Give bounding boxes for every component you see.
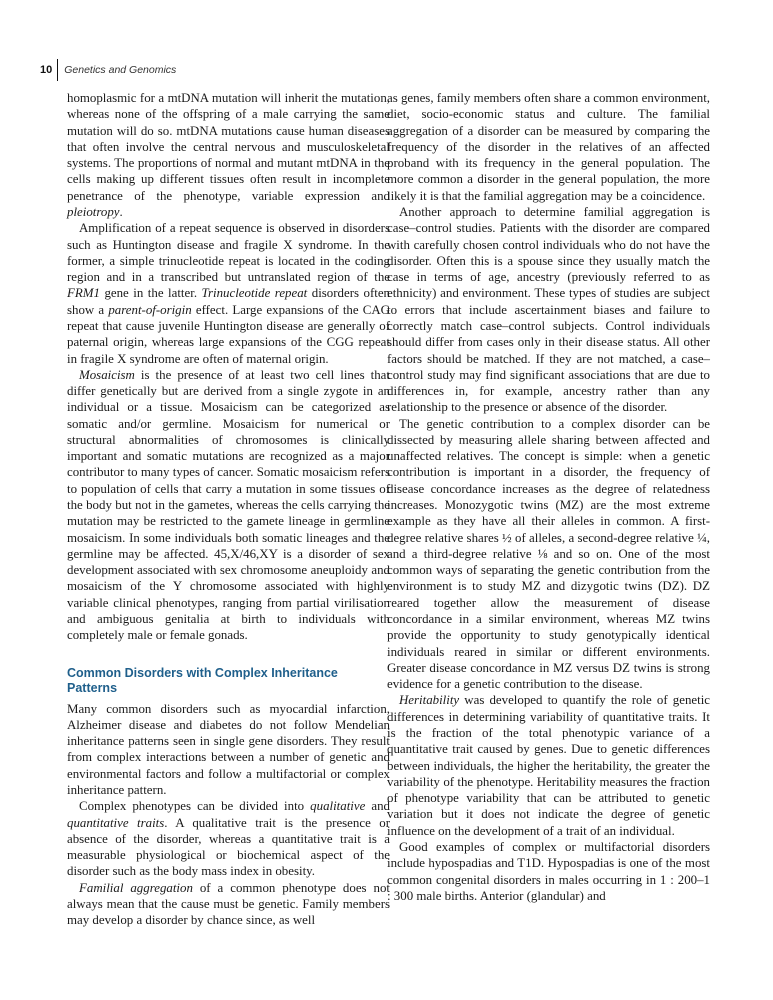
term-quantitative-traits: quantitative traits (67, 815, 165, 830)
text-run: effect. Large expansions of the CAG repeat that cause juvenile Huntington disease are generally of paternal origin, whereas large expansions of the CGG repeat in fragile X syndrome are often of maternal origin. (67, 302, 390, 366)
text-run: was developed to quantify the role of genetic differences in determining variability of quantitative traits. It is the fraction of the total phenotypic variance of a quantitative trait caused by genes. Due to genetic differences between individuals, the higher the heritability, the greater the variability of the phenotype. Heritability measures the fraction of phenotype variability that can be attributed to genetic variation but it does not indicate the degree of genetic influence on the development of a trait of an individual. (387, 693, 710, 838)
running-head (40, 58, 176, 82)
gene-name: FRM1 (67, 286, 100, 301)
text-run: is the presence of at least two cell lines that differ genetically but are derived from a single zygote in an individual or a tissue. Mosaicism can be categorized as somatic and/or germline. Mosaicism for numerical or structural abnormalities of chromosomes is clinically important and somatic mutations are recognized as a major contributor to many types of cancer. Somatic mosaicism refers to population of cells that carry a mutation in some tissues of the body but not in the gametes, whereas the cells carrying the mutation may be restricted to the gamete lineage in germline mosaicism. In some individuals both somatic lineages and the germline may be affected. 45,X/46,XY is a disorder of sex development associated with sex chromosome aneuploidy and mosaicism of the Y chromosome associated with highly variable clinical phenotypes, ranging from partial virilisation and ambiguous genitalia at birth to individuals with completely male or female gonads. (67, 367, 390, 643)
text-run: Complex phenotypes can be divided into (79, 799, 311, 814)
term-qualitative: qualitative (310, 799, 366, 814)
text-run: . (119, 204, 123, 219)
text-run: disorders often show a (67, 286, 390, 317)
text-run: . A qualitative trait is the presence or absence of the disorder, whereas a quantitative trait is a measurable physiological or biochemical aspect of the disorder such as the body mass index in obesity. (67, 815, 390, 879)
left-column (67, 90, 390, 929)
paragraph: Many common disorders such as myocardial infarction, Alzheimer disease and diabetes do not follow Mendelian inheritance patterns seen in single gene disorders. They result from complex interactions between a number of genetic and environmental factors and follow a multifactorial or complex inheritance pattern. (67, 701, 390, 797)
paragraph: The genetic contribution to a complex disorder can be dissected by measuring allele sharing between affected and unaffected relatives. The concept is simple: when a genetic contribution is important in a disorder, the frequency of disease concordance increases as the degree of relatedness increases. Monozygotic twins (MZ) are the most extreme example as they have all their alleles in common. A first-degree relative shares ½ of alleles, a second-degree relative ¼, and a third-degree relative ⅛ and so on. One of the most common ways of separating the genetic contribution from the environment is to study MZ and dizygotic twins (DZ). DZ reared together allow the measurement of disease concordance in a similar environment, whereas MZ twins provide the opportunity to study genotypically identical individuals reared in similar or different environments. Greater disease concordance in MZ versus DZ twins is strong evidence for a genetic contribution to the disease. (387, 416, 710, 692)
term-parent-of-origin: parent-of-origin (108, 302, 192, 317)
paragraph (67, 220, 390, 367)
paragraph: as genes, family members often share a common environment, diet, socio-economic status and culture. The familial aggregation of a disorder can be measured by comparing the frequency of the disorder in the relatives of an affected proband with its frequency in the general population. The more common a disorder in the general population, the more likely it is that the familial aggregation may be a coincidence. (387, 91, 710, 203)
paragraph: Good examples of complex or multifactorial disorders include hypospadias and T1D. Hypospadias is one of the most common congenital disorders in males occurring in 1 : 200–1 : 300 male births. Anterior (glandular) and (387, 839, 710, 903)
term-trinucleotide-repeat: Trinucleotide repeat (201, 286, 308, 301)
text-run: Amplification of a repeat sequence is observed in disorders such as Huntington disease and fragile X syndrome. In the former, a simple trinucleotide repeat is located in the coding region and in a transcribed but untranslated region of the (67, 221, 390, 285)
page-number: 10 (40, 64, 53, 76)
running-title: Genetics and Genomics (64, 64, 177, 76)
term-pleiotropy: pleiotropy (67, 204, 120, 219)
term-mosaicism: Mosaicism (79, 367, 135, 382)
text-run: and (365, 799, 390, 814)
term-heritability: Heritability (399, 693, 460, 708)
paragraph (67, 798, 390, 879)
paragraph (67, 367, 390, 644)
text-run: gene in the latter. (99, 286, 202, 301)
right-column (387, 90, 710, 904)
text-run: homoplasmic for a mtDNA mutation will inherit the mutation, whereas none of the offspring of a male carrying the same mutation will do so. mtDNA mutations cause human diseases that often involve the central nervous and musculoskeletal systems. The proportions of normal and mutant mtDNA in the cells making up different tissues often result in incomplete penetrance of the phenotype, variable expression and (67, 91, 390, 203)
paragraph (387, 692, 710, 839)
header-divider (57, 59, 58, 81)
paragraph (67, 90, 390, 220)
paragraph: Another approach to determine familial aggregation is case–control studies. Patients with the disorder are compared with carefully chosen control individuals who do not have the disorder. Often this is a spouse since they usually match the case in terms of age, ancestry (previously referred to as ethnicity) and environment. These types of studies are subject to errors that include ascertainment biases and failure to correctly match case–control subjects. Control individuals should differ from cases only in their disease status. All other factors should be matched. If they are not matched, a case–control study may find significant associations that are due to differences in, for example, ancestry rather than any relationship to the presence or absence of the disorder. (387, 204, 710, 415)
text-run: of a common phenotype does not always mean that the cause must be genetic. Family members may develop a disorder by chance since, as well (67, 880, 390, 928)
term-familial-aggregation: Familial aggregation (79, 880, 193, 895)
paragraph (67, 880, 390, 929)
section-heading: Common Disorders with Complex Inheritance Patterns (67, 665, 338, 695)
